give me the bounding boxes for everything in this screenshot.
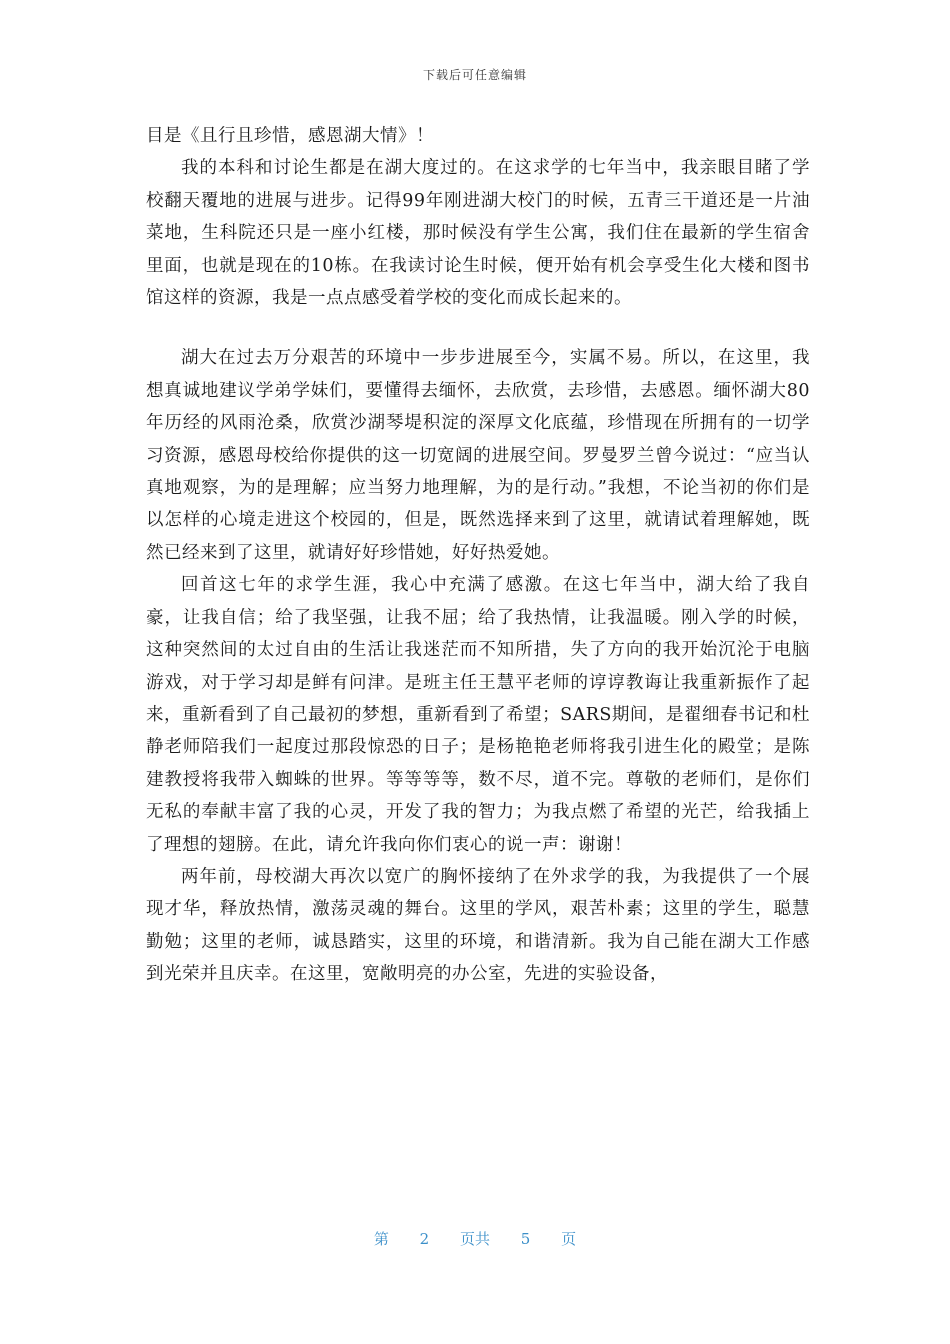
paragraph-gap: [146, 314, 810, 342]
paragraph-study-years: 我的本科和讨论生都是在湖大度过的。在这求学的七年当中，我亲眼目睹了学校翻天覆地的进展与进步。记得99年刚进湖大校门的时候，五青三干道还是一片油菜地，生科院还只是一座小红楼，那时候没有学生公寓，我们住在最新的学生宿舍里面，也就是现在的10栋。在我读讨论生时候，便开始有机会享受生化大楼和图书馆这样的资源，我是一点点感受着学校的变化而成长起来的。: [146, 158, 810, 309]
paragraph-gratitude: 回首这七年的求学生涯，我心中充满了感激。在这七年当中，湖大给了我自豪，让我自信；给了我坚强，让我不屈；给了我热情，让我温暖。刚入学的时候，这种突然间的太过自由的生活让我迷茫而不知所措，失了方向的我开始沉沦于电脑游戏，对于学习却是鲜有问津。是班主任王慧平老师的谆谆教诲让我重新振作了起来，重新看到了自己最初的梦想，重新看到了希望；SARS期间，是翟细春书记和杜静老师陪我们一起度过那段惊恐的日子；是杨艳艳老师将我引进生化的殿堂；是陈建教授将我带入蜘蛛的世界。等等等等，数不尽，道不完。尊敬的老师们，是你们无私的奉献丰富了我的心灵，开发了我的智力；为我点燃了希望的光芒，给我插上了理想的翅膀。在此，请允许我向你们衷心的说一声：谢谢！: [146, 575, 810, 855]
paragraph-return: 两年前，母校湖大再次以宽广的胸怀接纳了在外求学的我，为我提供了一个展现才华，释放热情，激荡灵魂的舞台。这里的学风，艰苦朴素；这里的学生，聪慧勤勉；这里的老师，诚恳踏实，这里的环境，和谐清新。我为自己能在湖大工作感到光荣并且庆幸。在这里，宽敞明亮的办公室，先进的实验设备，: [146, 866, 810, 985]
paragraph-cherish: 湖大在过去万分艰苦的环境中一步步进展至今，实属不易。所以，在这里，我想真诚地建议学弟学妹们，要懂得去缅怀，去欣赏，去珍惜，去感恩。缅怀湖大80年历经的风雨沧桑，欣赏沙湖琴堤积淀的深厚文化底蕴，珍惜现在所拥有的一切学习资源，感恩母校给你提供的这一切宽阔的进展空间。罗曼罗兰曾今说过：“应当认真地观察，为的是理解；应当努力地理解，为的是行动。”我想，不论当初的你们是以怎样的心境走进这个校园的，但是，既然选择来到了这里，就请试着理解她，既然已经来到了这里，就请好好珍惜她，好好热爱她。: [146, 348, 810, 563]
page-header: 下载后可任意编辑: [422, 68, 527, 82]
page-current: 2: [419, 1230, 430, 1248]
page-suffix: 页: [561, 1230, 577, 1248]
page-middle: 页共: [459, 1230, 490, 1248]
page-total: 5: [520, 1230, 531, 1248]
page-prefix: 第: [373, 1230, 389, 1248]
paragraph-title-continuation: 目是《且行且珍惜，感恩湖大情》！: [146, 126, 434, 146]
document-body: [146, 120, 810, 991]
page-footer: [0, 1228, 950, 1249]
